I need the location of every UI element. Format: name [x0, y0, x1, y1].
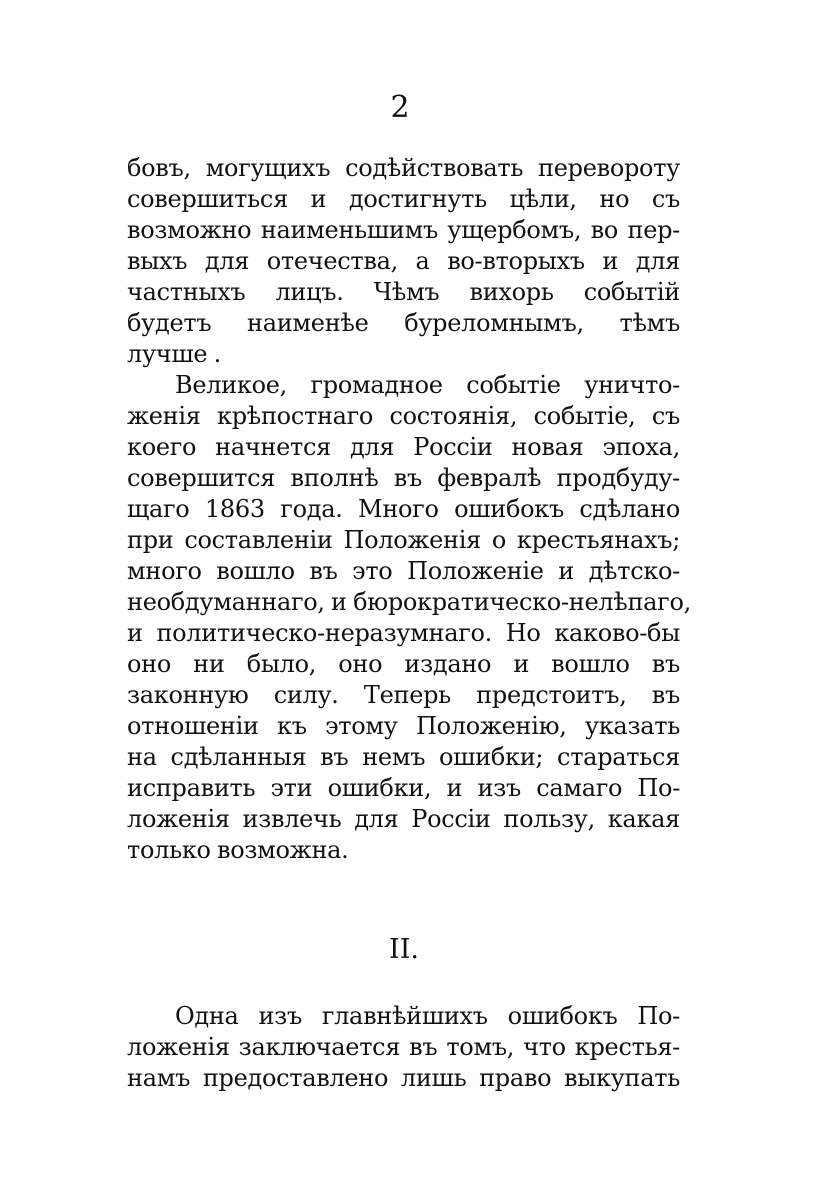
text-line: отношеніи къ этому Положенію, указать — [127, 712, 680, 740]
text-line: ложенія извлечь для Россіи пользу, какая — [127, 805, 680, 833]
text-line: ложенія заключается въ томъ, что крестья- — [127, 1033, 680, 1061]
text-line: женія крѣпостнаго состоянія, событіе, съ — [127, 402, 680, 430]
text-line: частныхъ лицъ. Чѣмъ вихорь событій — [127, 278, 680, 306]
text-line: Одна изъ главнѣйшихъ ошибокъ По- — [175, 1002, 680, 1030]
text-line: лучше . — [127, 340, 221, 368]
text-line: и политическо-неразумнаго. Но каково-бы — [127, 619, 680, 647]
page-number: 2 — [390, 90, 410, 125]
text-line: возможно наименьшимъ ущербомъ, во пер- — [127, 216, 680, 244]
text-line: совершится вполнѣ въ февралѣ продбуду- — [127, 464, 680, 492]
text-line: при составленіи Положенія о крестьянахъ; — [127, 526, 680, 554]
text-line: на сдѣланныя въ немъ ошибки; стараться — [127, 743, 680, 771]
text-line: намъ предоставлено лишь право выкупать — [127, 1064, 680, 1092]
paragraph-continued — [127, 153, 680, 370]
text-line: законную силу. Теперь предстоитъ, въ — [127, 681, 680, 709]
paragraph-section-two — [127, 1001, 680, 1094]
text-line: Великое, громадное событіе уничто- — [175, 371, 680, 399]
text-line: совершиться и достигнуть цѣли, но съ — [127, 185, 680, 213]
text-line: необдуманнаго, и бюрократическо-нелѣпаго, — [127, 588, 691, 616]
paragraph-emancipation — [127, 370, 691, 866]
text-line: только возможна. — [127, 836, 349, 864]
text-line: исправить эти ошибки, и изъ самаго По- — [127, 774, 680, 802]
text-line: оно ни было, оно издано и вошло въ — [127, 650, 680, 678]
text-line: выхъ для отечества, а во-вторыхъ и для — [127, 247, 680, 275]
text-line: бовъ, могущихъ содѣйствовать перевороту — [127, 154, 680, 182]
text-line: много вошло въ это Положеніе и дѣтско- — [127, 557, 680, 585]
section-heading: II. — [389, 934, 419, 965]
text-line: щаго 1863 года. Много ошибокъ сдѣлано — [127, 495, 680, 523]
text-line: коего начнется для Россіи новая эпоха, — [127, 433, 680, 461]
text-line: будетъ наименѣе буреломнымъ, тѣмъ — [127, 309, 680, 337]
